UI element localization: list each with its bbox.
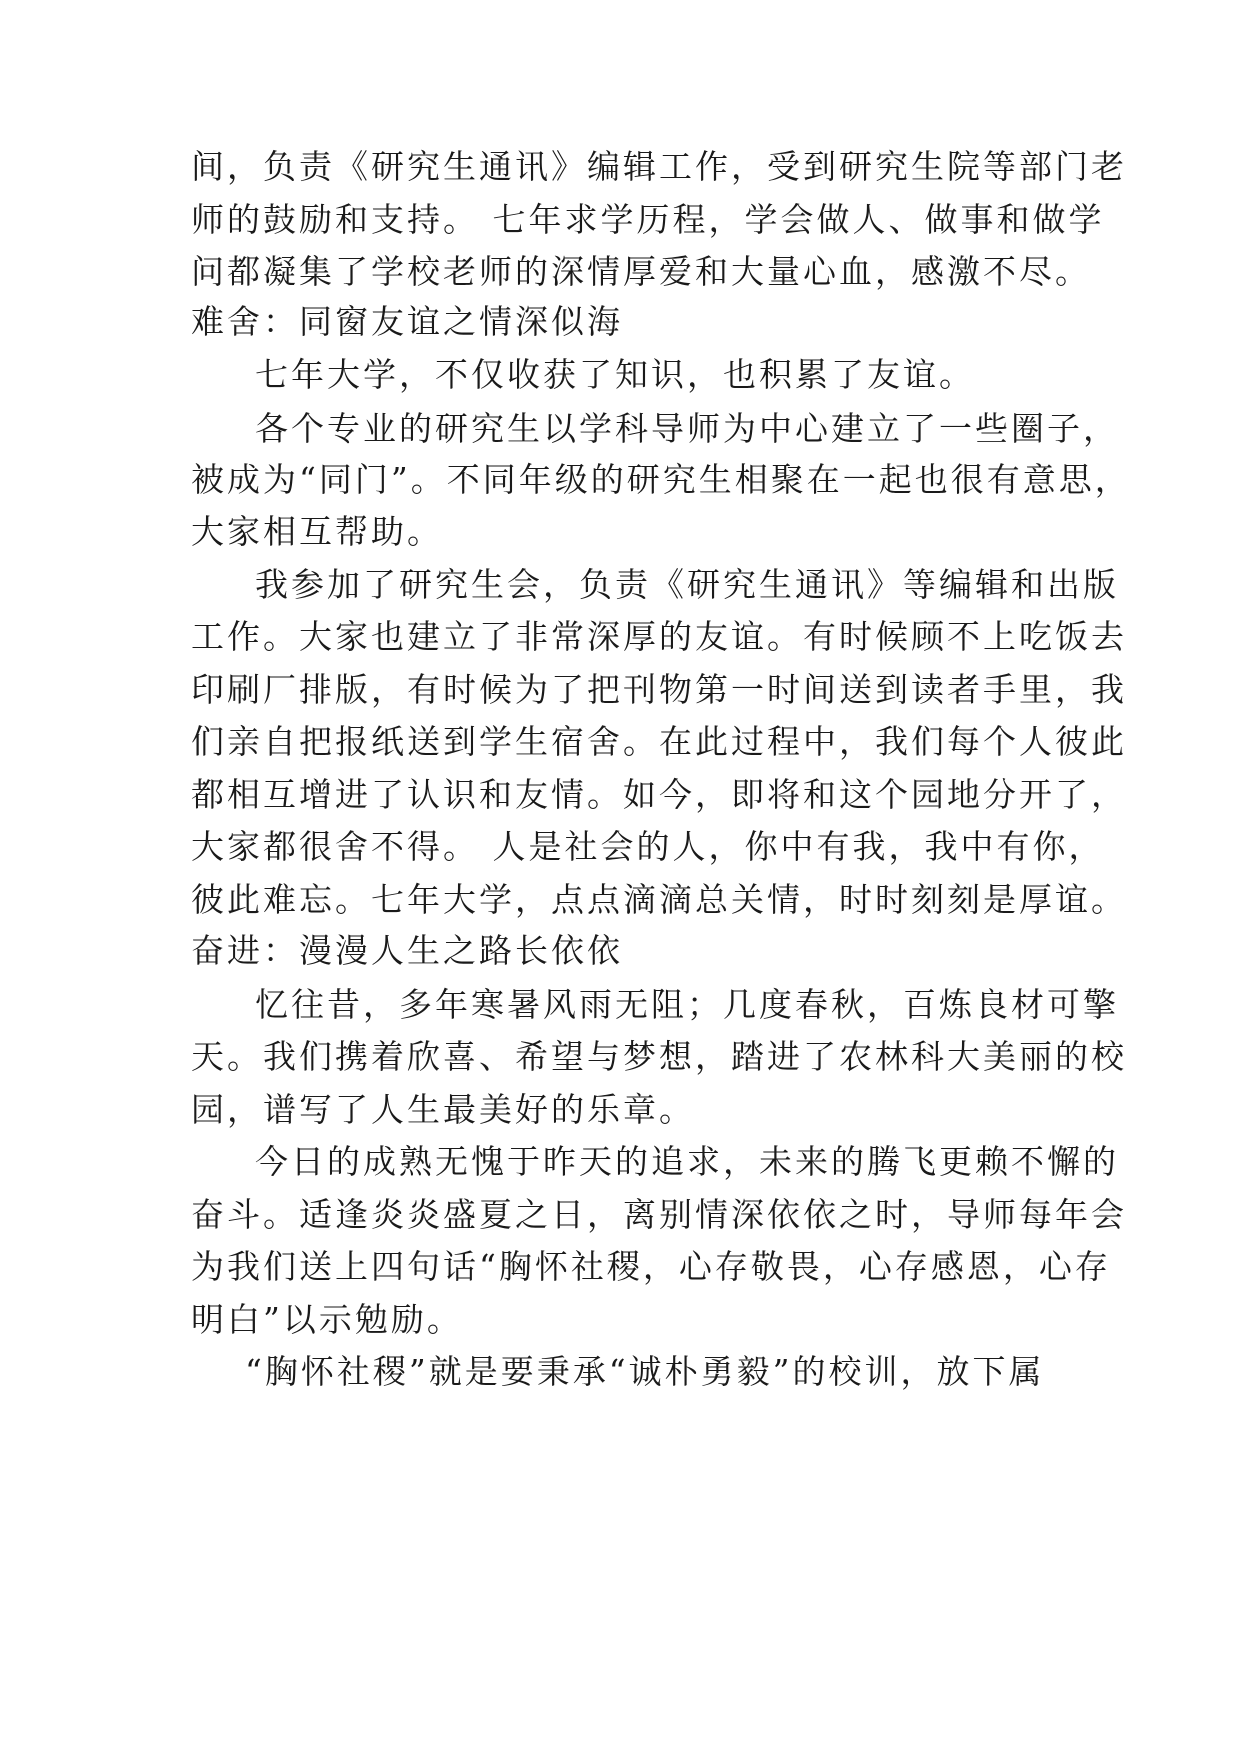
text-line: 彼此难忘。七年大学，点点滴滴总关情，时时刻刻是厚谊。: [191, 880, 1127, 919]
text-line: 被成为“同门”。不同年级的研究生相聚在一起也很有意思，: [191, 460, 1131, 499]
text-line: 我参加了研究生会，负责《研究生通讯》等编辑和出版: [255, 565, 1119, 604]
text-line: 们亲自把报纸送到学生宿舍。在此过程中，我们每个人彼此: [191, 722, 1127, 761]
text-line: 印刷厂排版，有时候为了把刊物第一时间送到读者手里，我: [191, 670, 1127, 709]
text-line: 奋斗。适逢炎炎盛夏之日，离别情深依依之时，导师每年会: [191, 1195, 1127, 1234]
text-line: 大家都很舍不得。 人是社会的人，你中有我，我中有你，: [191, 827, 1105, 866]
text-line: 大家相互帮助。: [191, 512, 443, 551]
text-line: 都相互增进了认识和友情。如今，即将和这个园地分开了，: [191, 775, 1127, 814]
section-heading: 奋进：漫漫人生之路长依依: [191, 931, 623, 970]
text-line: 师的鼓励和支持。 七年求学历程，学会做人、做事和做学: [191, 200, 1105, 239]
text-line: 忆往昔，多年寒暑风雨无阻；几度春秋，百炼良材可擎: [255, 985, 1119, 1024]
text-line: 为我们送上四句话“胸怀社稷，心存敬畏，心存感恩，心存: [191, 1247, 1111, 1286]
text-line: 工作。大家也建立了非常深厚的友谊。有时候顾不上吃饭去: [191, 617, 1127, 656]
text-line: 天。我们携着欣喜、希望与梦想，踏进了农林科大美丽的校: [191, 1037, 1127, 1076]
text-line: 今日的成熟无愧于昨天的追求，未来的腾飞更赖不懈的: [255, 1142, 1119, 1181]
text-line: 各个专业的研究生以学科导师为中心建立了一些圈子，: [255, 409, 1119, 448]
text-line: “胸怀社稷”就是要秉承“诚朴勇毅”的校训，放下属: [245, 1352, 1045, 1391]
text-line: 问都凝集了学校老师的深情厚爱和大量心血，感激不尽。: [191, 252, 1091, 291]
text-line: 间，负责《研究生通讯》编辑工作，受到研究生院等部门老: [191, 147, 1127, 186]
text-line: 明白”以示勉励。: [191, 1300, 463, 1339]
text-line: 园，谱写了人生最美好的乐章。: [191, 1090, 695, 1129]
text-line: 七年大学，不仅收获了知识，也积累了友谊。: [255, 355, 975, 394]
section-heading: 难舍：同窗友谊之情深似海: [191, 302, 623, 341]
